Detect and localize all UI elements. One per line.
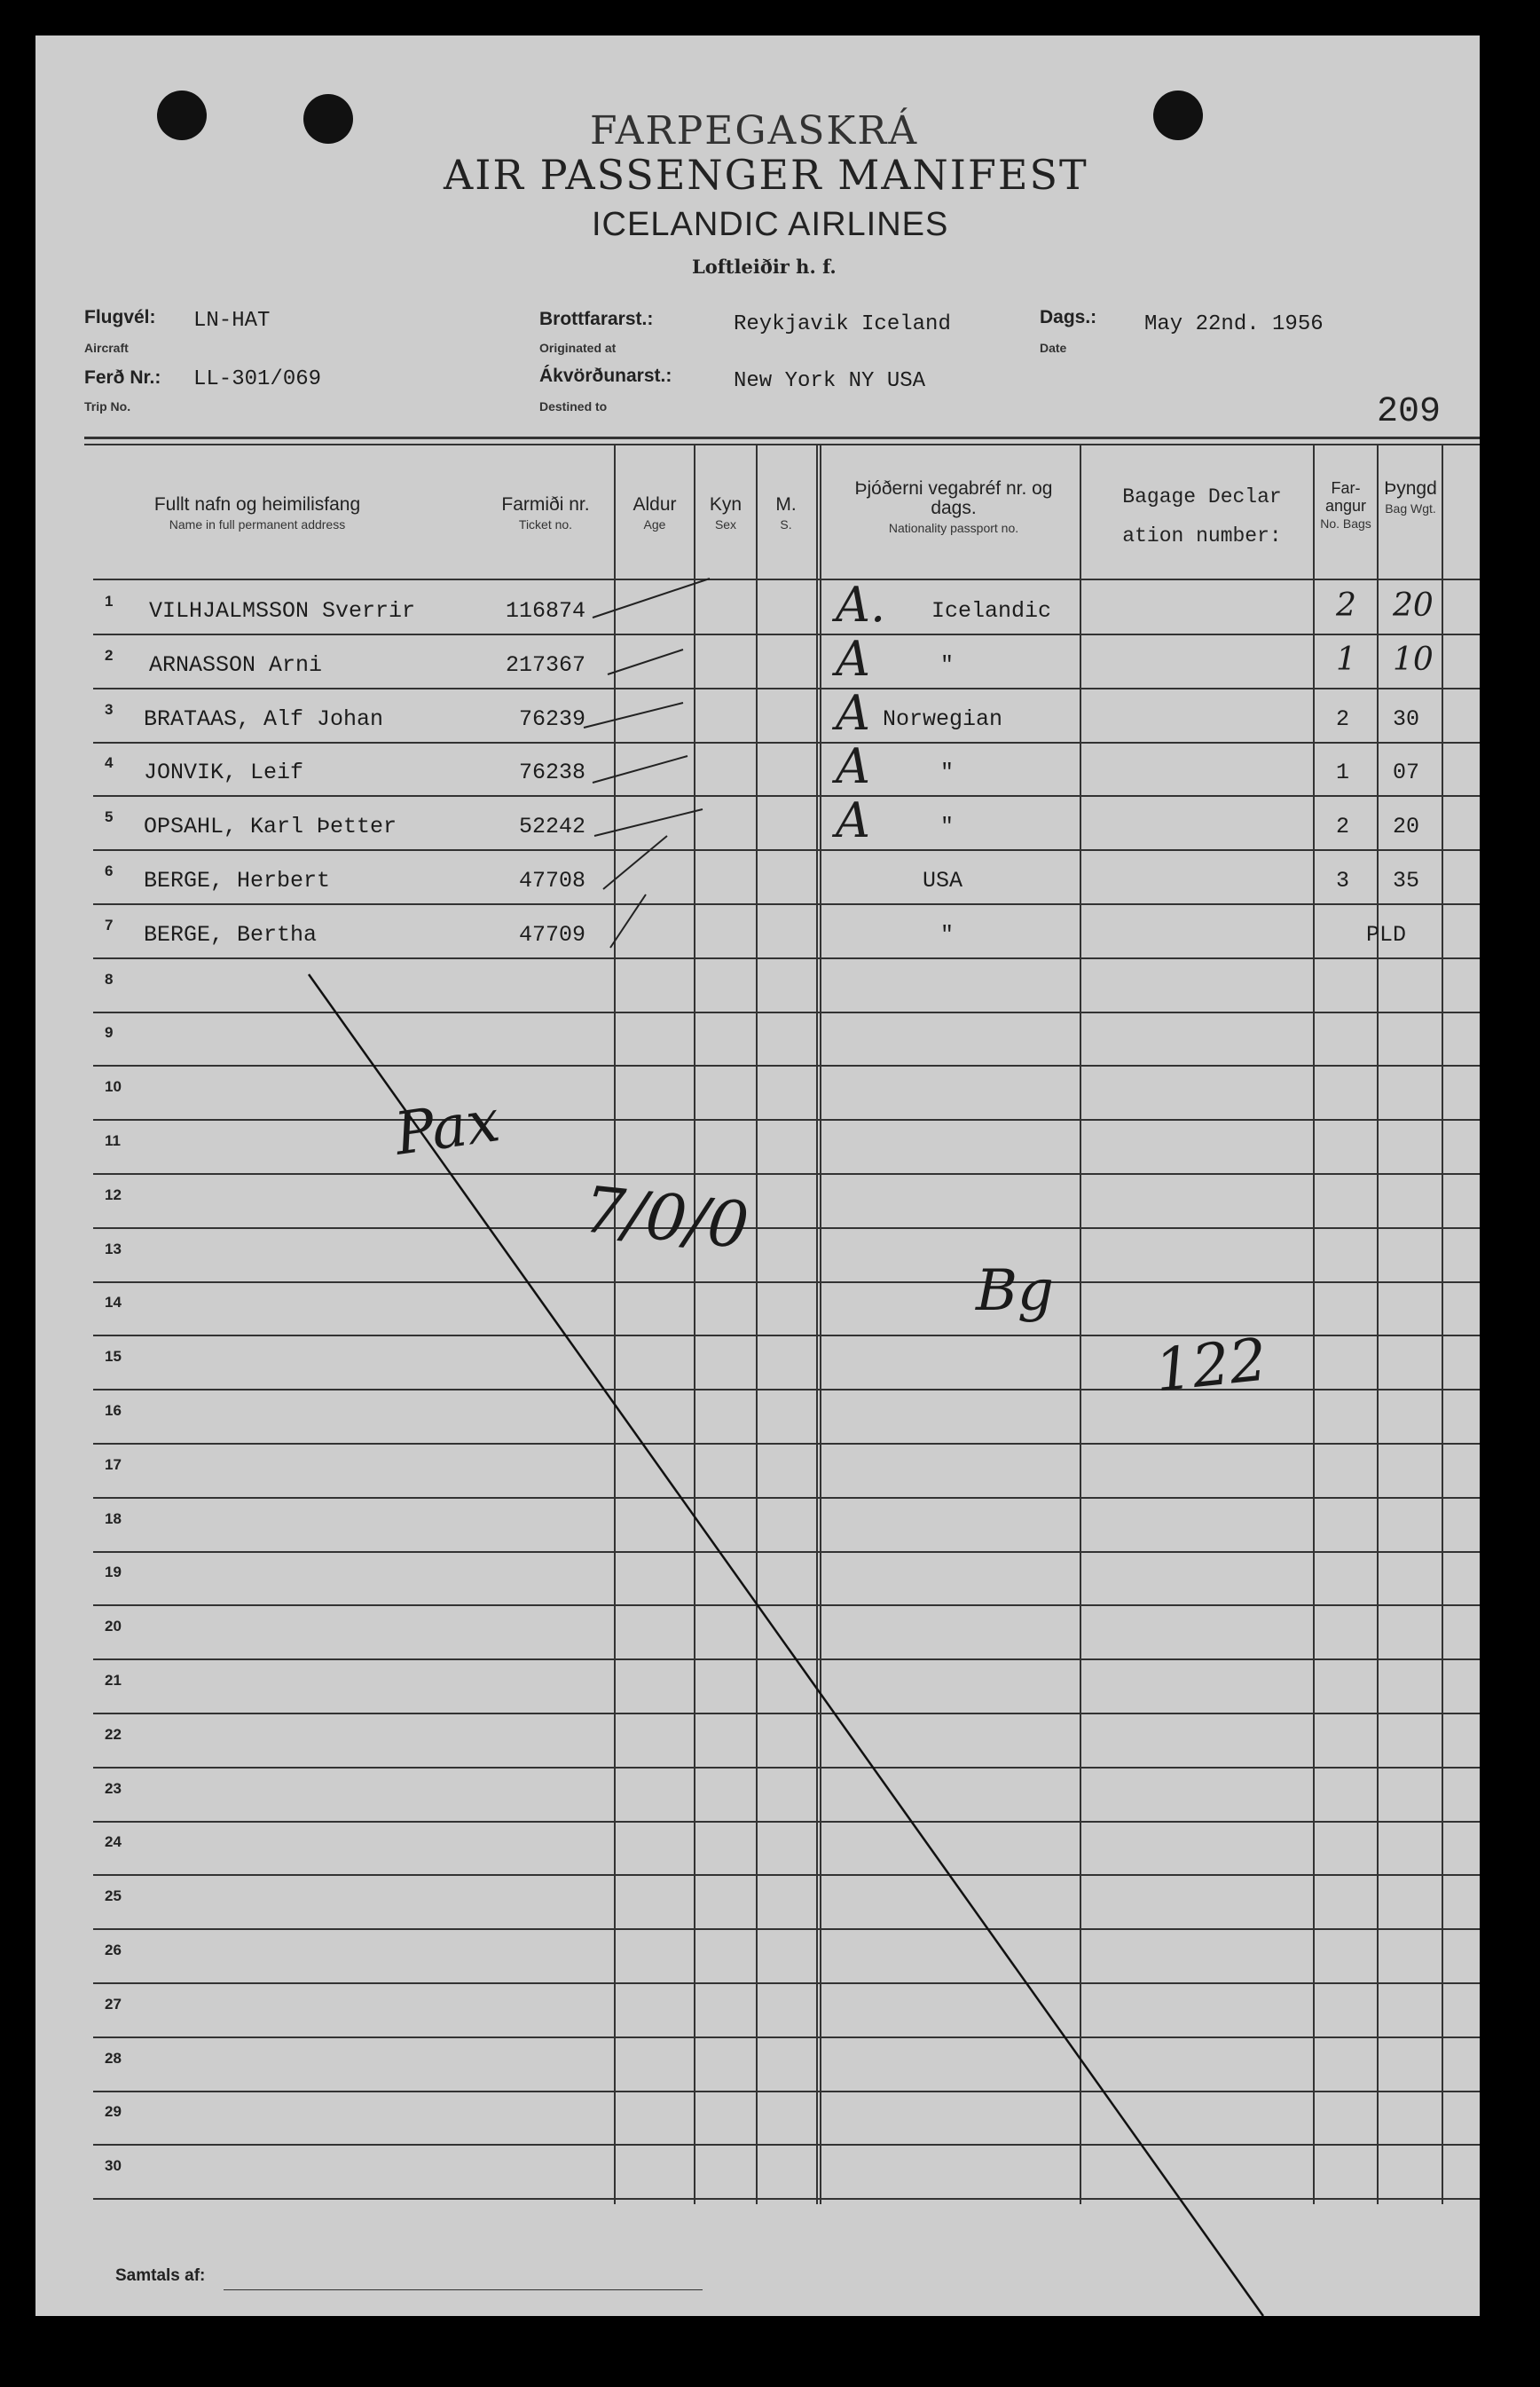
row-number: 11 xyxy=(105,1132,121,1149)
bag-weight: 10 xyxy=(1393,642,1434,678)
row-number: 12 xyxy=(105,1186,122,1203)
row-number: 29 xyxy=(105,2103,122,2120)
ticket-number: 47709 xyxy=(518,922,585,948)
ticket-number: 47708 xyxy=(518,868,585,894)
passenger-name: VILHJALMSSON Sverrir xyxy=(149,598,416,624)
page-number: 209 xyxy=(1377,392,1442,432)
row-number: 24 xyxy=(105,1833,122,1850)
ticket-number: 52242 xyxy=(518,814,585,839)
col-header-weight: Þyngd Bag Wgt. xyxy=(1384,478,1437,516)
origin-sublabel: Originated at xyxy=(539,341,617,355)
bag-weight: 35 xyxy=(1393,868,1420,894)
origin-label: Brottfararst.: xyxy=(539,309,654,329)
airline-icelandic: Loftleiðir h. f. xyxy=(692,256,837,278)
col-header-nationality: Þjóðerni vegabréf nr. og dags. Nationality passport no. xyxy=(854,478,1053,535)
passenger-name: BERGE, Herbert xyxy=(144,868,331,894)
total-label: Samtals af: xyxy=(115,2266,206,2285)
passport-mark: A xyxy=(836,792,870,848)
row-number: 23 xyxy=(105,1780,122,1797)
col-header-bags: Far-angur No. Bags xyxy=(1320,479,1371,531)
bag-weight: 30 xyxy=(1393,706,1420,732)
bag-weight: 07 xyxy=(1393,760,1420,785)
row-number: 30 xyxy=(105,2157,122,2174)
tick-mark xyxy=(603,836,667,889)
handwritten-weight: 122 xyxy=(1151,1325,1270,1406)
title-english: AIR PASSENGER MANIFEST xyxy=(444,151,1088,199)
nationality: Norwegian xyxy=(883,706,1003,732)
passenger-name: ARNASSON Arni xyxy=(149,652,323,678)
date-value: May 22nd. 1956 xyxy=(1144,312,1324,336)
row-number: 8 xyxy=(105,971,114,988)
bag-count: 3 xyxy=(1336,868,1350,894)
bag-count: 2 xyxy=(1336,706,1350,732)
ticket-number: 76238 xyxy=(518,760,585,785)
nationality: " xyxy=(940,922,955,948)
passenger-name: JONVIK, Leif xyxy=(144,760,304,785)
row-number: 26 xyxy=(105,1942,122,1958)
col-header-baggage-declaration: Bagage Declar ation number: xyxy=(1122,485,1282,548)
row-number: 16 xyxy=(105,1402,122,1419)
airline-name: ICELANDIC AIRLINES xyxy=(592,206,949,243)
passenger-name: BRATAAS, Alf Johan xyxy=(144,706,384,732)
trip-value: LL-301/069 xyxy=(193,367,322,391)
row-number: 6 xyxy=(105,863,114,879)
passport-mark: A xyxy=(836,738,870,794)
row-number: 19 xyxy=(105,1564,122,1580)
col-header-age: Aldur Age xyxy=(632,494,677,532)
cancel-strike-line xyxy=(309,974,1263,2316)
tick-mark xyxy=(608,650,683,674)
destination-value: New York NY USA xyxy=(734,369,926,393)
col-header-sex: Kyn Sex xyxy=(709,494,742,532)
handwriting-overlay xyxy=(35,35,1480,2316)
row-number: 17 xyxy=(105,1456,122,1473)
passport-mark: A. xyxy=(836,577,886,633)
handwritten-count: 7/0/0 xyxy=(580,1171,752,1264)
bag-count: 2 xyxy=(1336,587,1356,624)
row-number: 9 xyxy=(105,1024,114,1041)
bag-weight: 20 xyxy=(1393,587,1434,624)
bag-weight: 20 xyxy=(1393,814,1420,839)
total-underline xyxy=(224,2289,703,2290)
row-number: 22 xyxy=(105,1726,122,1743)
aircraft-sublabel: Aircraft xyxy=(84,341,129,355)
row-number: 10 xyxy=(105,1078,122,1095)
nationality: Icelandic xyxy=(931,598,1052,624)
passport-mark: A xyxy=(836,685,870,741)
row-number: 14 xyxy=(105,1294,122,1311)
bag-count: 1 xyxy=(1336,760,1350,785)
nationality: " xyxy=(940,652,955,678)
tick-mark xyxy=(593,579,710,618)
handwritten-bg: Bg xyxy=(976,1258,1054,1324)
trip-label: Ferð Nr.: xyxy=(84,367,161,388)
nationality: " xyxy=(940,814,955,839)
col-header-name: Fullt nafn og heimilisfang Name in full permanent address xyxy=(153,494,361,532)
date-sublabel: Date xyxy=(1040,341,1067,355)
row-number: 5 xyxy=(105,808,114,825)
col-header-ms: M. S. xyxy=(775,494,797,532)
bag-weight: PLD xyxy=(1366,922,1407,948)
ticket-number: 76239 xyxy=(518,706,585,732)
row-number: 7 xyxy=(105,917,114,934)
manifest-sheet xyxy=(35,35,1480,2316)
bag-count: 2 xyxy=(1336,814,1350,839)
row-number: 3 xyxy=(105,701,114,718)
ticket-number: 116874 xyxy=(505,598,585,624)
origin-value: Reykjavik Iceland xyxy=(734,312,951,336)
row-number: 2 xyxy=(105,647,114,664)
date-label: Dags.: xyxy=(1040,307,1097,327)
tick-mark xyxy=(594,809,703,836)
passenger-name: BERGE, Bertha xyxy=(144,922,318,948)
ticket-number: 217367 xyxy=(505,652,585,678)
tick-mark xyxy=(584,703,683,728)
row-number: 15 xyxy=(105,1348,122,1365)
title-icelandic: FARPEGASKRÁ xyxy=(590,108,919,154)
row-number: 28 xyxy=(105,2050,122,2067)
destination-sublabel: Destined to xyxy=(539,399,608,414)
nationality: " xyxy=(940,760,955,785)
nationality: USA xyxy=(923,868,963,894)
passport-mark: A xyxy=(836,631,870,687)
destination-label: Ákvörðunarst.: xyxy=(539,366,672,386)
aircraft-label: Flugvél: xyxy=(84,307,156,327)
row-number: 27 xyxy=(105,1996,122,2013)
passenger-name: OPSAHL, Karl Þetter xyxy=(144,814,397,839)
bag-count: 1 xyxy=(1336,642,1356,678)
handwritten-pax: Pax xyxy=(390,1086,504,1169)
row-number: 21 xyxy=(105,1672,122,1689)
row-number: 1 xyxy=(105,593,114,610)
aircraft-value: LN-HAT xyxy=(193,309,271,333)
tick-mark xyxy=(593,756,688,783)
tick-mark xyxy=(610,894,646,948)
row-number: 25 xyxy=(105,1887,122,1904)
row-number: 18 xyxy=(105,1510,122,1527)
row-number: 4 xyxy=(105,754,114,771)
row-number: 13 xyxy=(105,1241,122,1257)
col-header-ticket: Farmiði nr. Ticket no. xyxy=(501,494,590,532)
trip-sublabel: Trip No. xyxy=(84,399,131,414)
row-number: 20 xyxy=(105,1618,122,1635)
